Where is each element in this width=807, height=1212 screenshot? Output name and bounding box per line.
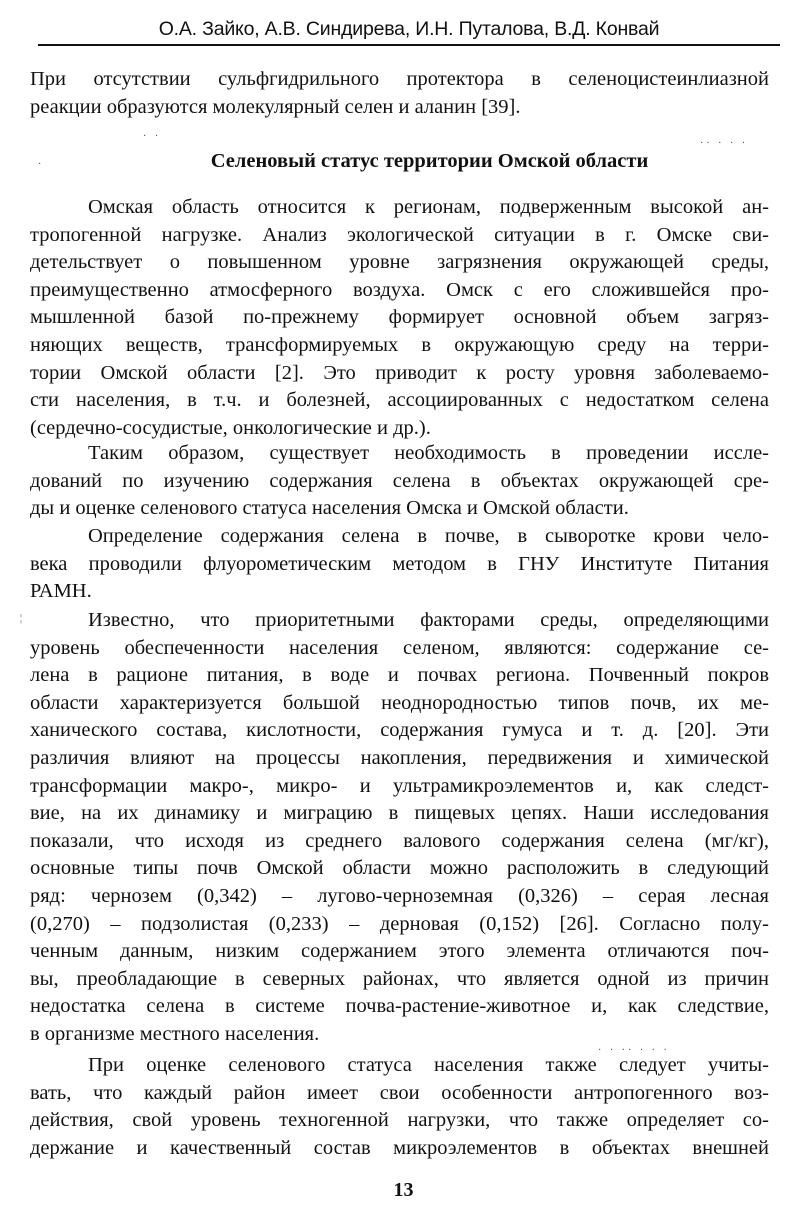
text-line: ченным данным, низким содержанием этого элемента отличаются поч- xyxy=(30,940,769,963)
page-number: 13 xyxy=(393,1179,414,1201)
text-line: лена в рационе питания, в воде и почвах региона. Почвенный покров xyxy=(30,664,769,687)
paragraph-5 xyxy=(30,1052,769,1162)
text-line: Известно, что приоритетными факторами среды, определяющими xyxy=(88,609,769,631)
scan-speck: · · ·· · · · xyxy=(598,1045,670,1056)
text-line: ряд: чернозем (0,342) – лугово-черноземная (0,326) – серая лесная xyxy=(30,884,769,907)
text-line: преимущественно атмосферного воздуха. Омск с его сложившейся про- xyxy=(30,278,769,301)
text-line: Таким образом, существует необходимость в проведении иссле- xyxy=(88,442,769,464)
text-line: действия, свой уровень техногенной нагрузки, что также определяет со- xyxy=(30,1109,769,1132)
paragraph-3 xyxy=(30,523,769,606)
text-line: вие, на их динамику и миграцию в пищевых цепях. Наши исследования xyxy=(30,802,769,825)
text-line: дований по изучению содержания селена в объектах окружающей сре- xyxy=(30,469,769,492)
text-line: няющих веществ, трансформируемых в окружающую среду на терри- xyxy=(30,333,769,356)
section-title: Селеновый статус территории Омской области xyxy=(210,150,649,172)
text-line: (0,270) – подзолистая (0,233) – дерновая (0,152) [26]. Согласно полу- xyxy=(30,912,769,935)
text-line: вать, что каждый район имеет свои особенности антропогенного воз- xyxy=(30,1081,769,1104)
text-line: недостатка селена в системе почва-растение-животное и, как следствие, xyxy=(30,995,769,1018)
scan-speck: ·· · · · xyxy=(700,138,749,149)
scan-speck: · · xyxy=(143,131,162,142)
text-line: тропогенной нагрузке. Анализ экологической ситуации в г. Омске сви- xyxy=(30,223,769,246)
text-line: При отсутствии сульфгидрильного протектора в селеноцистеинлиазной xyxy=(30,68,769,90)
text-line: основные типы почв Омской области можно расположить в следующий xyxy=(30,857,769,880)
text-line: века проводили флуорометическим методом в ГНУ Институте Питания xyxy=(30,552,769,575)
text-line: Определение содержания селена в почве, в сыворотке крови чело- xyxy=(88,525,769,547)
scan-speck: · xyxy=(38,159,45,170)
intro-paragraph xyxy=(30,66,769,121)
text-line: различия влияют на процессы накопления, передвижения и химической xyxy=(30,746,769,769)
text-line: реакции образуются молекулярный селен и аланин [39]. xyxy=(30,95,521,118)
text-line: показали, что исходя из среднего валового содержания селена (мг/кг), xyxy=(30,829,769,852)
text-line: области характеризуется большой неоднородностью типов почв, их ме- xyxy=(30,691,769,714)
text-line: держание и качественный состав микроэлементов в объектах внешней xyxy=(30,1136,769,1159)
running-header-authors: О.А. Зайко, А.В. Синдирева, И.Н. Путалова, В.Д. Конвай xyxy=(38,14,780,46)
text-line: детельствует о повышенном уровне загрязнения окружающей среды, xyxy=(30,251,769,274)
text-line: ды и оценке селенового статуса населения Омска и Омской области. xyxy=(30,497,629,520)
paragraph-2 xyxy=(30,440,769,523)
text-line: трансформации макро-, микро- и ультрамикроэлементов и, как следст- xyxy=(30,774,769,797)
text-line: При оценке селенового статуса населения также следует учиты- xyxy=(88,1054,769,1076)
text-line: уровень обеспеченности населения селеном, являются: содержание се- xyxy=(30,636,769,659)
scan-speck: ¦ xyxy=(20,613,26,624)
text-line: вы, преобладающие в северных районах, что является одной из причин xyxy=(30,967,769,990)
paragraph-1 xyxy=(30,194,769,442)
text-line: РАМН. xyxy=(30,580,92,603)
text-line: (сердечно-сосудистые, онкологические и др.). xyxy=(30,416,431,439)
text-line: ханического состава, кислотности, содержания гумуса и т. д. [20]. Эти xyxy=(30,719,769,742)
text-line: мышленной базой по-прежнему формирует основной объем загряз- xyxy=(30,306,769,329)
text-line: тории Омской области [2]. Это приводит к росту уровня заболеваемо- xyxy=(30,361,769,384)
text-line: сти населения, в т.ч. и болезней, ассоциированных с недостатком селена xyxy=(30,389,769,412)
text-line: Омская область относится к регионам, подверженным высокой ан- xyxy=(88,196,769,218)
text-line: в организме местного населения. xyxy=(30,1022,320,1045)
paragraph-4 xyxy=(30,607,769,1049)
